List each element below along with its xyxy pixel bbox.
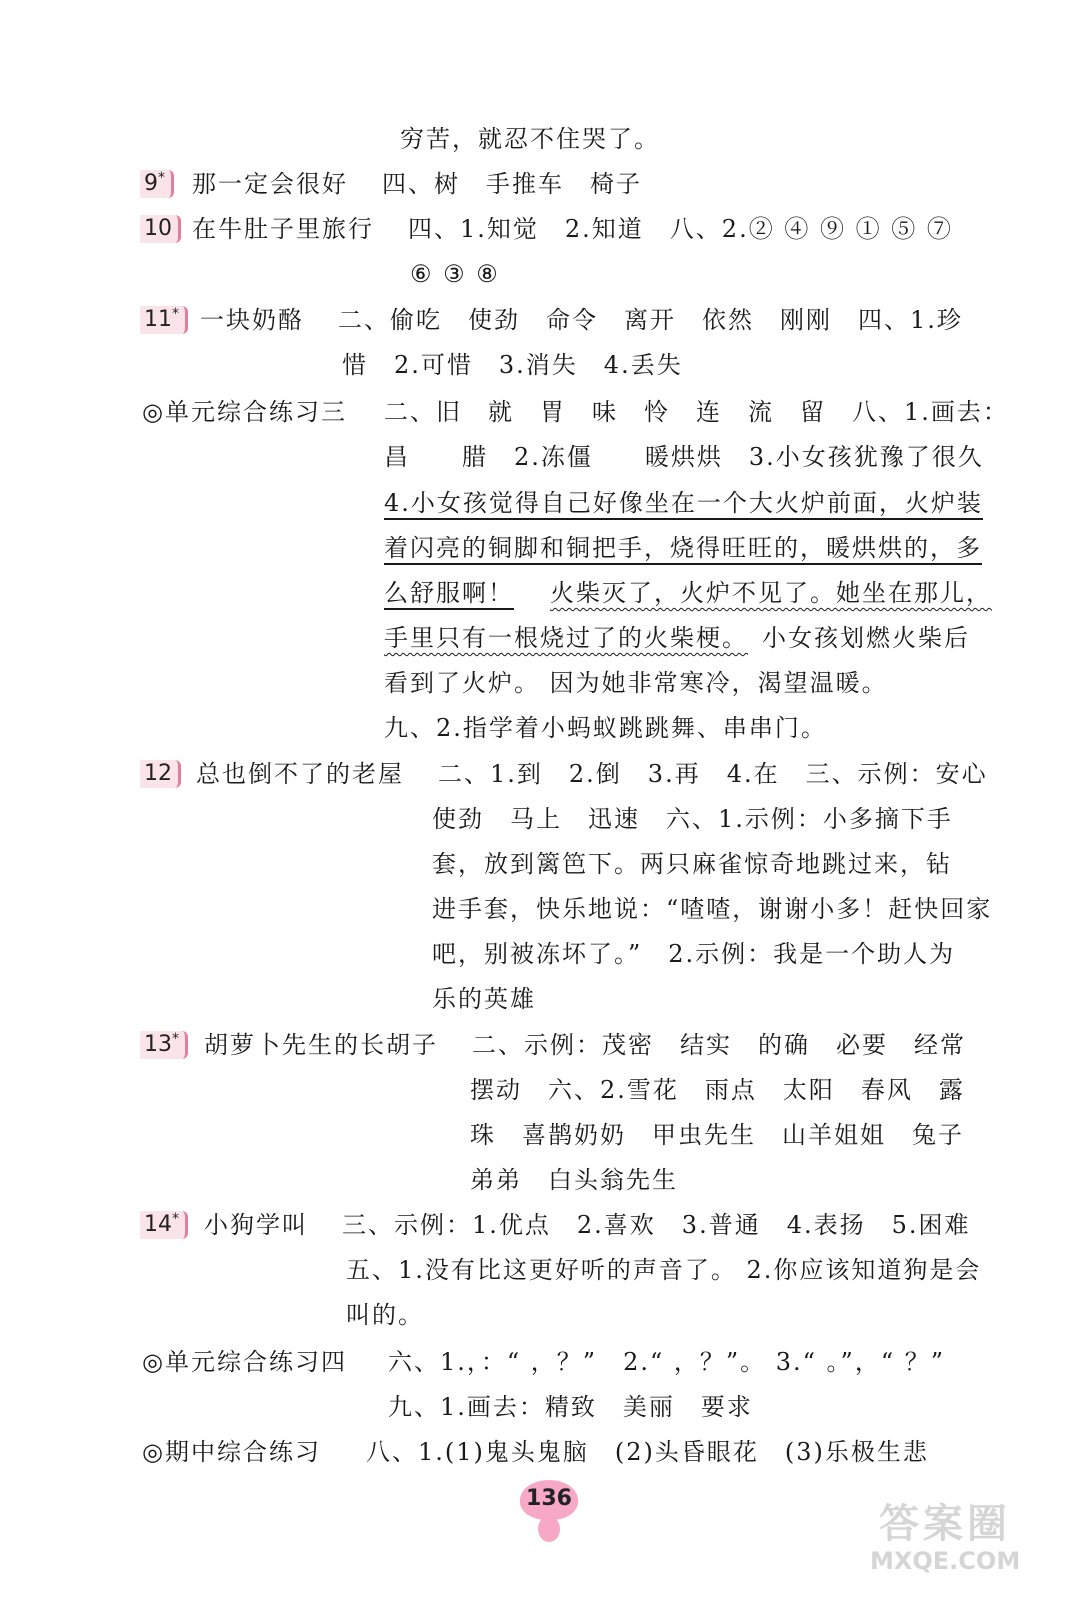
answer-line: 五、1.没有比这更好听的声音了。 2.你应该知道狗是会	[346, 1256, 982, 1284]
lesson-number: 13	[144, 1032, 172, 1057]
lesson-number: 14	[144, 1212, 172, 1237]
midterm-review-title: ◎期中综合练习	[142, 1438, 321, 1466]
lesson-number-badge	[140, 760, 181, 788]
answer-line: 昌 腊 2.冻僵 暖烘烘 3.小女孩犹豫了很久	[384, 443, 984, 471]
optional-star: *	[172, 1211, 179, 1227]
lesson-number-badge	[140, 170, 174, 198]
answer-line	[384, 533, 982, 563]
lesson-number: 11	[144, 307, 172, 332]
answer-line: 弟弟 白头翁先生	[470, 1166, 678, 1194]
wavy-underlined-sentence: 火柴灭了，火炉不见了。她坐在那儿，	[550, 579, 992, 607]
page-number: 136	[520, 1480, 578, 1520]
lesson-number: 12	[144, 761, 172, 786]
answer-line: 二、旧 就 胃 味 怜 连 流 留 八、1.画去：	[384, 398, 1009, 426]
answer-line	[384, 578, 992, 608]
lesson-number-badge	[140, 1031, 188, 1059]
lesson-title: 总也倒不了的老屋	[196, 760, 404, 788]
answer-line: 乐的英雄	[432, 985, 536, 1013]
lesson-entry	[196, 759, 988, 789]
answer-line: ⑥ ③ ⑧	[410, 260, 500, 288]
answer-line: 吧，别被冻坏了。” 2.示例：我是一个助人为	[432, 940, 956, 968]
answer-line: 叫的。	[346, 1301, 424, 1329]
answer-line: 惜 2.可惜 3.消失 4.丢失	[342, 351, 683, 379]
answer-line	[384, 623, 970, 653]
lesson-number-badge	[140, 306, 188, 334]
lesson-entry	[192, 169, 642, 199]
lesson-answers: 四、1.知觉 2.知道 八、2.② ④ ⑨ ① ⑤ ⑦	[408, 215, 953, 243]
lesson-title: 在牛肚子里旅行	[192, 215, 374, 243]
answer-line: 九、2.指学着小蚂蚁跳跳舞、串串门。	[384, 714, 827, 742]
answer-line: 套，放到篱笆下。两只麻雀惊奇地跳过来，钻	[432, 850, 952, 878]
underlined-sentence: 么舒服啊！	[384, 579, 514, 610]
lesson-entry	[192, 214, 953, 244]
answer-text: 小女孩划燃火柴后	[762, 624, 970, 652]
answer-line: 看到了火炉。 因为她非常寒冷，渴望温暖。	[384, 669, 888, 697]
lesson-answers: 三、示例：1.优点 2.喜欢 3.普通 4.表扬 5.困难	[342, 1211, 971, 1239]
lesson-entry	[204, 1030, 966, 1060]
unit-review-title: ◎单元综合练习三	[142, 398, 347, 426]
answer-line: 六、1.，：“ ，？” 2.“ ，？”。 3.“ 。”，“ ？”	[388, 1348, 945, 1376]
lesson-title: 那一定会很好	[192, 170, 348, 198]
answer-line: 八、1.(1)鬼头鬼脑 (2)头昏眼花 (3)乐极生悲	[366, 1438, 929, 1466]
unit-review-title: ◎单元综合练习四	[142, 1348, 347, 1376]
answer-line: 使劲 马上 迅速 六、1.示例：小多摘下手	[432, 805, 953, 833]
lesson-number-badge	[140, 215, 181, 243]
optional-star: *	[172, 1031, 179, 1047]
answer-line: 九、1.画去：精致 美丽 要求	[388, 1393, 753, 1421]
lesson-entry	[200, 305, 963, 335]
answer-line: 进手套，快乐地说：“喳喳，谢谢小多！赶快回家	[432, 895, 993, 923]
lesson-title: 胡萝卜先生的长胡子	[204, 1031, 438, 1059]
lesson-answers: 二、示例：茂密 结实 的确 必要 经常	[472, 1031, 966, 1059]
answer-line: 穷苦，就忍不住哭了。	[400, 125, 660, 153]
underlined-sentence: 4.小女孩觉得自己好像坐在一个大火炉前面，火炉装	[384, 489, 983, 520]
optional-star: *	[172, 306, 179, 322]
answer-line	[384, 488, 983, 518]
watermark-text: 答案圈	[879, 1501, 1011, 1547]
lesson-answers: 二、1.到 2.倒 3.再 4.在 三、示例：安心	[438, 760, 988, 788]
watermark-logo	[870, 1500, 1020, 1580]
lesson-number-badge	[140, 1211, 188, 1239]
lesson-number: 9	[144, 171, 158, 196]
optional-star: *	[158, 170, 165, 186]
lesson-number: 10	[144, 216, 172, 241]
answer-line: 摆动 六、2.雪花 雨点 太阳 春风 露	[470, 1076, 965, 1104]
lesson-title: 小狗学叫	[204, 1211, 308, 1239]
lesson-answers: 二、偷吃 使劲 命令 离开 依然 刚刚 四、1.珍	[338, 306, 963, 334]
lesson-answers: 四、树 手推车 椅子	[382, 170, 642, 198]
lesson-title: 一块奶酪	[200, 306, 304, 334]
answer-line: 珠 喜鹊奶奶 甲虫先生 山羊姐姐 兔子	[470, 1121, 964, 1149]
wavy-underlined-sentence: 手里只有一根烧过了的火柴梗。	[384, 624, 748, 652]
underlined-sentence: 着闪亮的铜脚和铜把手，烧得旺旺的，暖烘烘的，多	[384, 534, 982, 565]
watermark-url: MXQE.COM	[870, 1547, 1021, 1575]
lesson-entry	[204, 1210, 971, 1240]
